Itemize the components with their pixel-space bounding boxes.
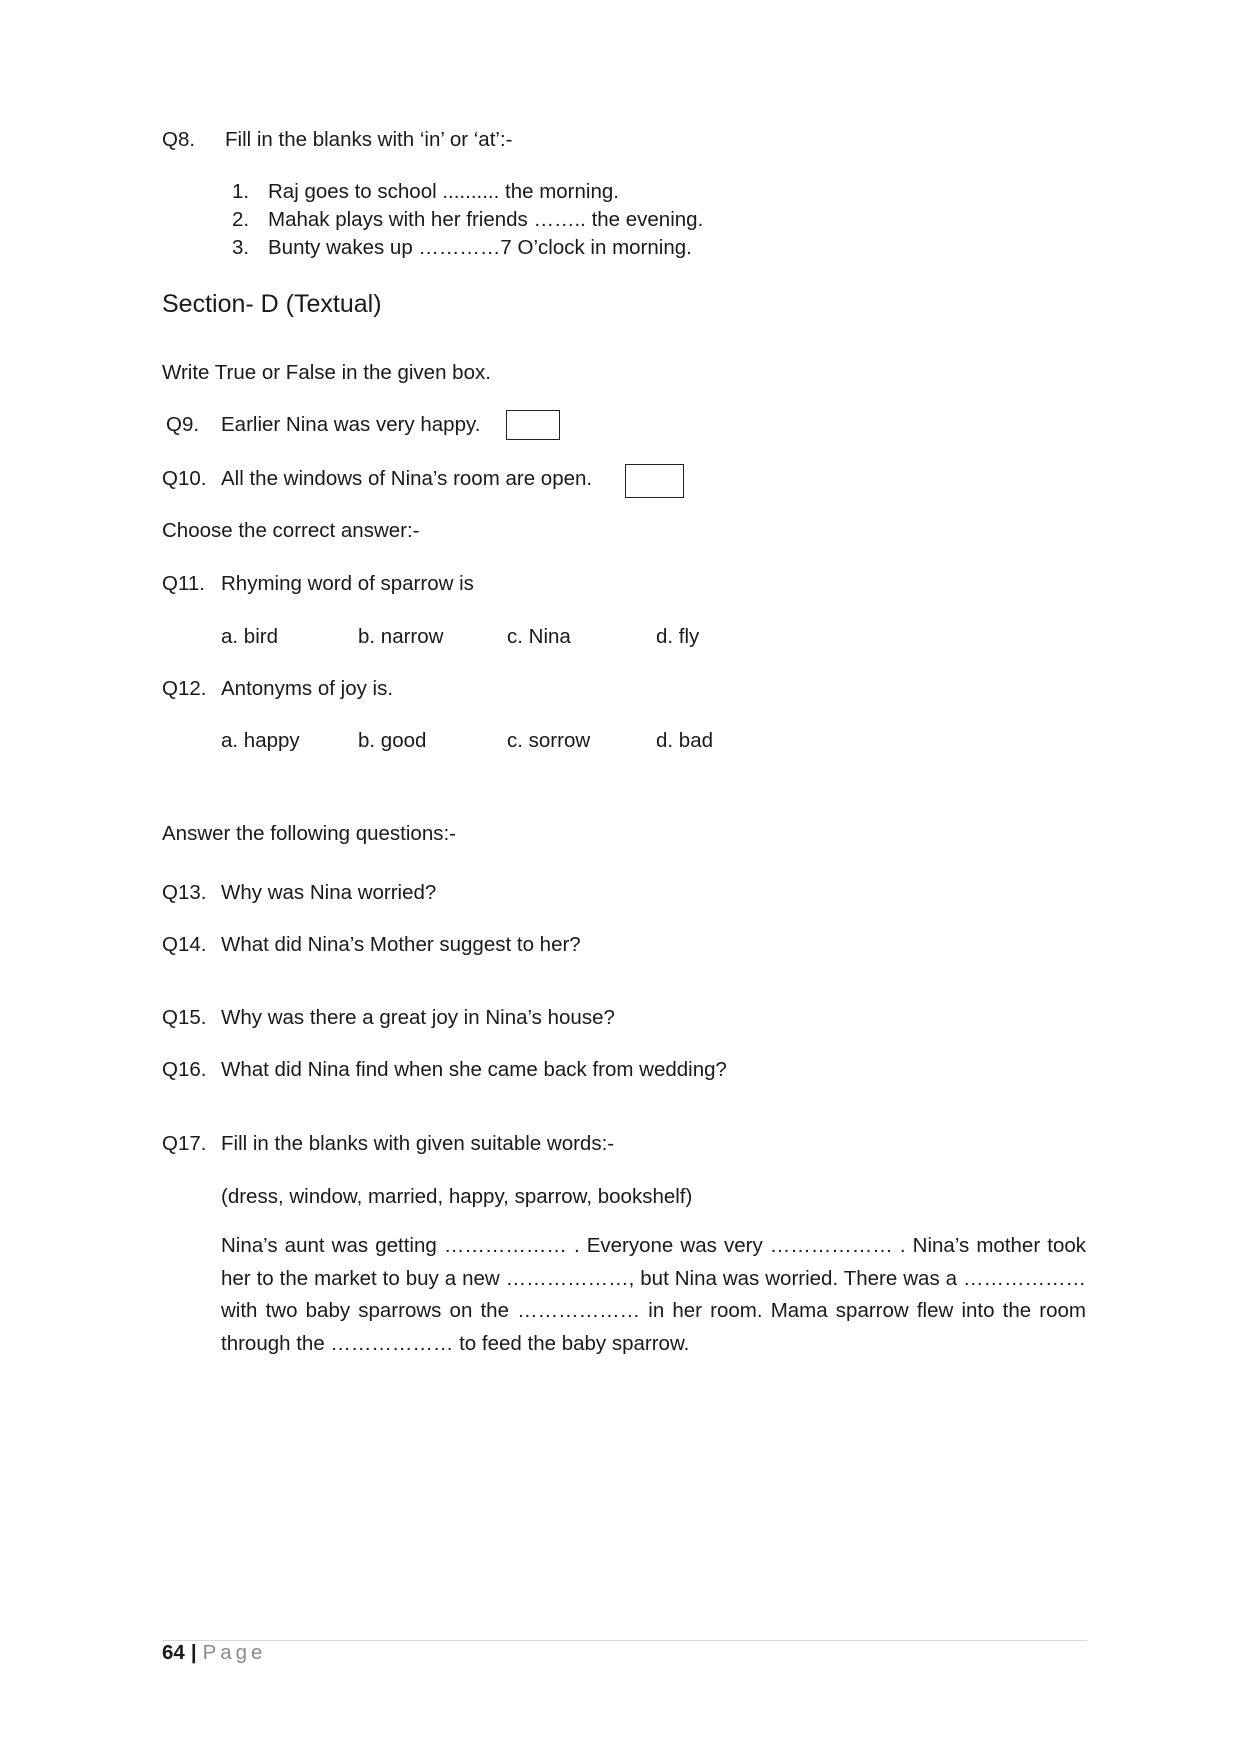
q8-item-2-number: 2. <box>232 208 250 231</box>
q12-text: Antonyms of joy is. <box>221 677 394 700</box>
q12-option-a: a. happy <box>221 729 300 752</box>
q11-number: Q11. <box>162 572 205 595</box>
q9-answer-box[interactable] <box>506 410 560 440</box>
q12-number: Q12. <box>162 677 207 700</box>
q11-option-d: d. fly <box>656 625 700 648</box>
q10-number: Q10. <box>162 467 207 490</box>
mcq-instruction: Choose the correct answer:- <box>162 519 420 542</box>
q13-number: Q13. <box>162 881 207 904</box>
q8-item-3-text: Bunty wakes up …………7 O’clock in morning. <box>268 236 692 259</box>
q14-number: Q14. <box>162 933 207 956</box>
q17-text: Fill in the blanks with given suitable words:- <box>221 1132 615 1155</box>
q17-word-bank: (dress, window, married, happy, sparrow, bookshelf) <box>221 1185 693 1208</box>
q10-text: All the windows of Nina’s room are open. <box>221 467 593 490</box>
page-footer <box>162 1641 266 1665</box>
q11-option-c: c. Nina <box>507 625 571 648</box>
q16-number: Q16. <box>162 1058 207 1081</box>
q10-answer-box[interactable] <box>625 464 684 498</box>
q8-item-1-text: Raj goes to school .......... the morning. <box>268 180 619 203</box>
q17-paragraph: Nina’s aunt was getting ……………… . Everyone was very ……………… . Nina’s mother took her to the market to buy a new ………………, but Nina was worried. There was a ……………… with two baby sparrows on the ……………… in her room. Mama sparrow flew into the room through the ……………… to feed the baby sparrow. <box>221 1234 1086 1355</box>
q11-option-a: a. bird <box>221 625 278 648</box>
q9-number: Q9. <box>166 413 200 436</box>
q8-item-1-number: 1. <box>232 180 250 203</box>
q15-text: Why was there a great joy in Nina’s house? <box>221 1006 615 1029</box>
q17-number: Q17. <box>162 1132 207 1155</box>
page-separator: | <box>190 1641 197 1664</box>
q12-option-b: b. good <box>358 729 427 752</box>
q13-text: Why was Nina worried? <box>221 881 437 904</box>
q12-option-c: c. sorrow <box>507 729 591 752</box>
section-heading: Section- D (Textual) <box>162 290 382 318</box>
q8-number: Q8. <box>162 128 196 151</box>
q8-item-3-number: 3. <box>232 236 250 259</box>
q16-text: What did Nina find when she came back from wedding? <box>221 1058 727 1081</box>
page-number: 64 <box>162 1641 185 1664</box>
page-label: Page <box>202 1641 267 1664</box>
answer-instruction: Answer the following questions:- <box>162 822 456 845</box>
q12-option-d: d. bad <box>656 729 713 752</box>
q9-text: Earlier Nina was very happy. <box>221 413 481 436</box>
q14-text: What did Nina’s Mother suggest to her? <box>221 933 581 956</box>
q8-text: Fill in the blanks with ‘in’ or ‘at’:- <box>225 128 513 151</box>
q8-item-2-text: Mahak plays with her friends …….. the evening. <box>268 208 704 231</box>
true-false-instruction: Write True or False in the given box. <box>162 361 491 384</box>
footer-divider <box>162 1640 1087 1641</box>
q11-option-b: b. narrow <box>358 625 444 648</box>
q15-number: Q15. <box>162 1006 207 1029</box>
q11-text: Rhyming word of sparrow is <box>221 572 474 595</box>
